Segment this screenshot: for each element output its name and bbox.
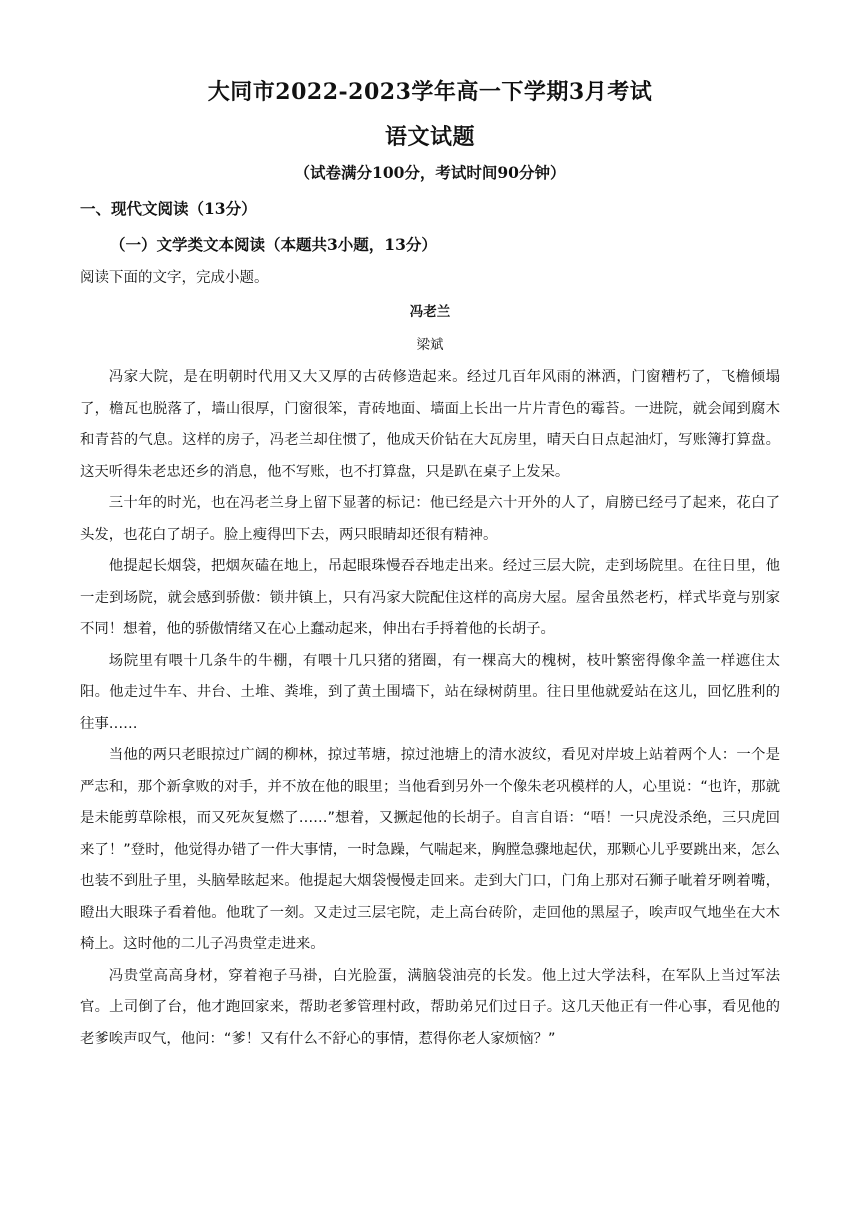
passage-title: 冯老兰 — [409, 304, 451, 320]
passage-body — [80, 362, 780, 1055]
passage-paragraph: 冯家大院，是在明朝时代用又大又厚的古砖修造起来。经过几百年风雨的淋洒，门窗糟朽了，飞檐倾塌了，檐瓦也脱落了，墙山很厚，门窗很笨，青砖地面、墙面上长出一片片青色的霉苔。一进院，就会闻到腐木和青苔的气息。这样的房子，冯老兰却住惯了，他成天价钻在大瓦房里，晴天白日点起油灯，写账簿打算盘。这天听得朱老忠还乡的消息，他不写账，也不打算盘，只是趴在桌子上发呆。 — [80, 369, 780, 480]
exam-title: 大同市2022-2023学年高一下学期3月考试 — [207, 79, 653, 105]
exam-subject-title: 语文试题 — [384, 124, 475, 150]
passage-paragraph: 他提起长烟袋，把烟灰磕在地上，吊起眼珠慢吞吞地走出来。经过三层大院，走到场院里。在往日里，他一走到场院，就会感到骄傲：锁井镇上，只有冯家大院配住这样的高房大屋。屋舍虽然老朽，样式毕竟与别家不同！想着，他的骄傲情绪又在心上蠢动起来，伸出右手捋着他的长胡子。 — [80, 558, 780, 637]
reading-instruction: 阅读下面的文字，完成小题。 — [80, 270, 269, 286]
passage-author: 梁斌 — [416, 337, 444, 353]
exam-note: （试卷满分100分，考试时间90分钟） — [294, 163, 566, 182]
passage-paragraph: 冯贵堂高高身材，穿着袍子马褂，白光脸蛋，满脑袋油亮的长发。他上过大学法科，在军队上当过军法官。上司倒了台，他才跑回家来，帮助老爹管理村政，帮助弟兄们过日子。这几天他正有一件心事，看见他的老爹唉声叹气，他问：“爹！又有什么不舒心的事情，惹得你老人家烦恼？” — [80, 967, 780, 1047]
passage-paragraph: 场院里有喂十几条牛的牛棚，有喂十几只猪的猪圈，有一棵高大的槐树，枝叶繁密得像伞盖一样遮住太阳。他走过牛车、井台、土堆、粪堆，到了黄土围墙下，站在绿树荫里。往日里他就爱站在这儿，回忆胜利的往事…… — [80, 652, 780, 732]
passage-paragraph: 当他的两只老眼掠过广阔的柳林，掠过苇塘，掠过池塘上的清水波纹，看见对岸坡上站着两个人：一个是严志和，那个新拿败的对手，并不放在他的眼里；当他看到另外一个像朱老巩模样的人，心里说：“也许，那就是未能剪草除根，而又死灰复燃了……”想着，又撅起他的长胡子。自言自语：“唔！一只虎没杀绝，三只虎回来了！”登时，他觉得办错了一件大事情，一时急躁，气喘起来，胸膛急骤地起伏，那颗心儿乎要跳出来，怎么也装不到肚子里，头脑晕眩起来。他提起大烟袋慢慢走回来。走到大门口，门角上那对石狮子呲着牙咧着嘴，瞪出大眼珠子看着他。他耽了一刻。又走过三层宅院，走上高台砖阶，走回他的黑屋子，唉声叹气地坐在大木椅上。这时他的二儿子冯贵堂走进来。 — [80, 747, 780, 952]
section-subheading: （一）文学类文本阅读（本题共3小题，13分） — [110, 235, 437, 254]
section-heading: 一、现代文阅读（13分） — [80, 199, 257, 218]
passage-paragraph: 三十年的时光，也在冯老兰身上留下显著的标记：他已经是六十开外的人了，肩膀已经弓了起来，花白了头发，也花白了胡子。脸上瘦得凹下去，两只眼睛却还很有精神。 — [80, 495, 780, 543]
